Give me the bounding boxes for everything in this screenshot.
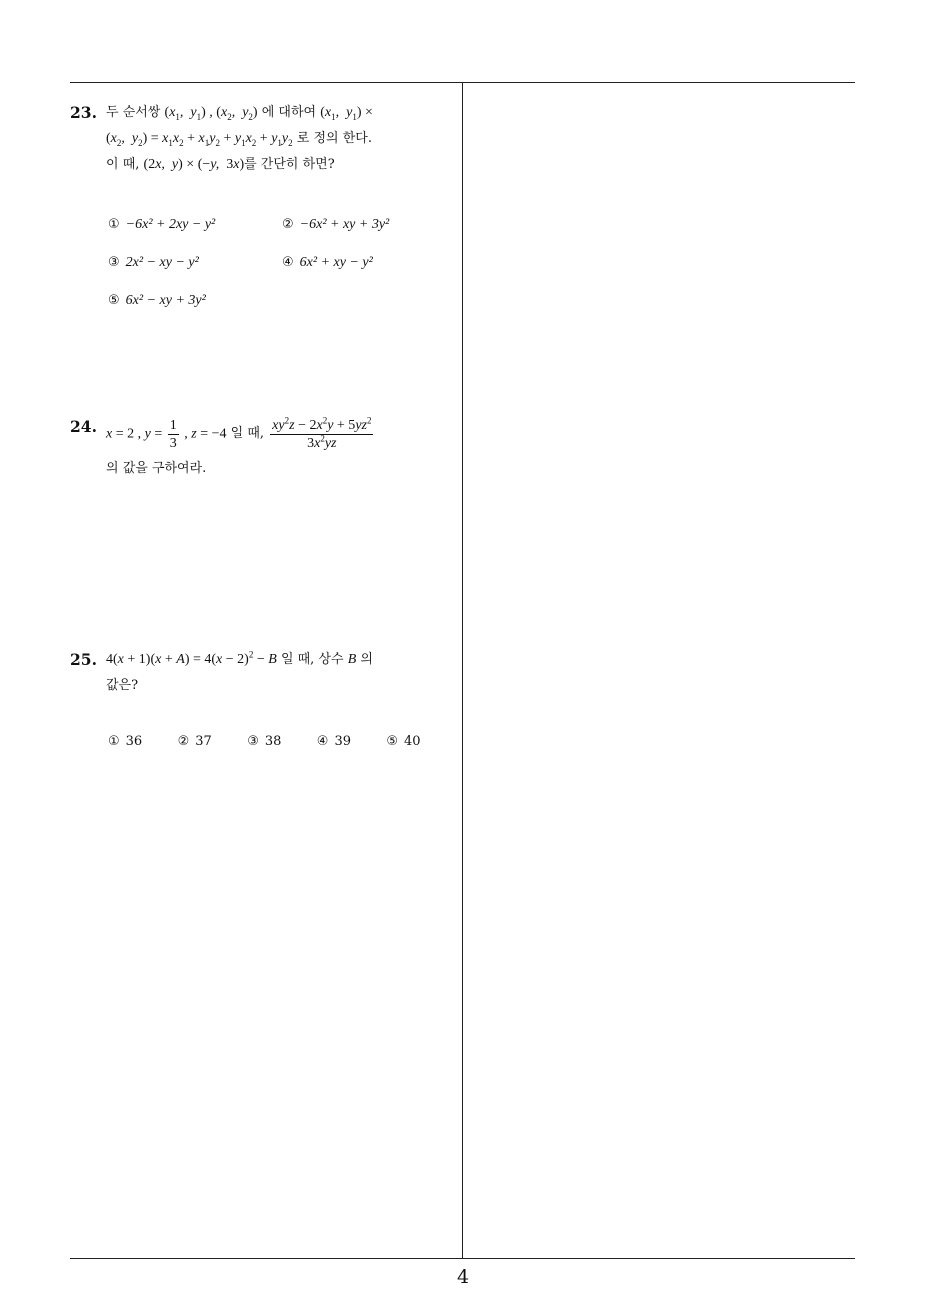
- question-line: $4(x + 1)(x + A) = 4(x - 2)^2 - B$ 일 때, 상수 B 의: [106, 649, 373, 667]
- choice-4[interactable]: ④ 6x² + xy − y²: [282, 255, 373, 270]
- column-divider: [462, 82, 463, 1258]
- page-number: 4: [456, 1266, 470, 1288]
- question-text: [106, 100, 456, 178]
- fraction: $\frac{xy^2z - 2x^2y + 5yz^2}{3x^2yz}$: [272, 414, 372, 451]
- choice-2[interactable]: ② −6x² + xy + 3y²: [282, 217, 390, 232]
- question-line: ($x_2$, $y_2) = x_1x_2 + x_1y_2 + y_1x_2 + y_1y_2$ 로 정의 한다.: [106, 131, 372, 148]
- choice-1[interactable]: ① −6x² + 2xy − y²: [108, 217, 216, 232]
- choice-3[interactable]: ③ 38: [247, 734, 282, 749]
- math-expression: $4(x + 1)(x + A) = 4(x - 2)^2 - B$: [106, 649, 277, 667]
- math-expression: x = 2 , y = $\frac{1}{3}$ , z = −4: [106, 417, 227, 451]
- question-line: 의 값을 구하여라.: [106, 461, 207, 476]
- math-expression: ($x_2$, $y_2) = x_1x_2 + x_1y_2 + y_1x_2 + y_1y_2$: [106, 131, 293, 148]
- choice-4[interactable]: ④ 39: [316, 734, 351, 749]
- question-line: 값은?: [106, 678, 139, 693]
- question-24: [70, 412, 456, 482]
- question-line: 두 순서쌍 ($x_1$, $y_1$) , ($x_2$, $y_2$) 에 대하여 ($x_1$, $y_1$) ×: [106, 105, 373, 122]
- math-expression: ($x_1$, $y_1$) ×: [320, 105, 373, 122]
- choice-5[interactable]: ⑤ 40: [386, 734, 421, 749]
- math-expression: (2x, y) × (−y, 3x): [143, 157, 245, 172]
- question-23: [70, 100, 456, 320]
- choice-2[interactable]: ② 37: [177, 734, 212, 749]
- question-line: x = 2 , y = $\frac{1}{3}$ , z = −4 일 때, $\frac{xy^2z - 2x^2y + 5yz^2}{3x^2yz}$: [106, 414, 372, 451]
- math-expression: ($x_1$, $y_1$) , ($x_2$, $y_2$): [164, 105, 258, 122]
- choice-1[interactable]: ① 36: [108, 734, 143, 749]
- choice-5[interactable]: ⑤ 6x² − xy + 3y²: [108, 293, 206, 308]
- answer-choices: [108, 723, 456, 761]
- question-25: [70, 647, 456, 761]
- question-line: 이 때, (2x, y) × (−y, 3x)를 간단히 하면?: [106, 157, 335, 172]
- question-number: 24.: [70, 417, 97, 436]
- fraction: $\frac{1}{3}$: [169, 417, 177, 451]
- bottom-rule: [70, 1258, 855, 1259]
- question-number: 23.: [70, 103, 97, 122]
- question-number: 25.: [70, 650, 97, 669]
- question-text: [106, 412, 456, 482]
- question-text: [106, 647, 456, 699]
- choice-3[interactable]: ③ 2x² − xy − y²: [108, 255, 199, 270]
- answer-choices: [108, 206, 456, 320]
